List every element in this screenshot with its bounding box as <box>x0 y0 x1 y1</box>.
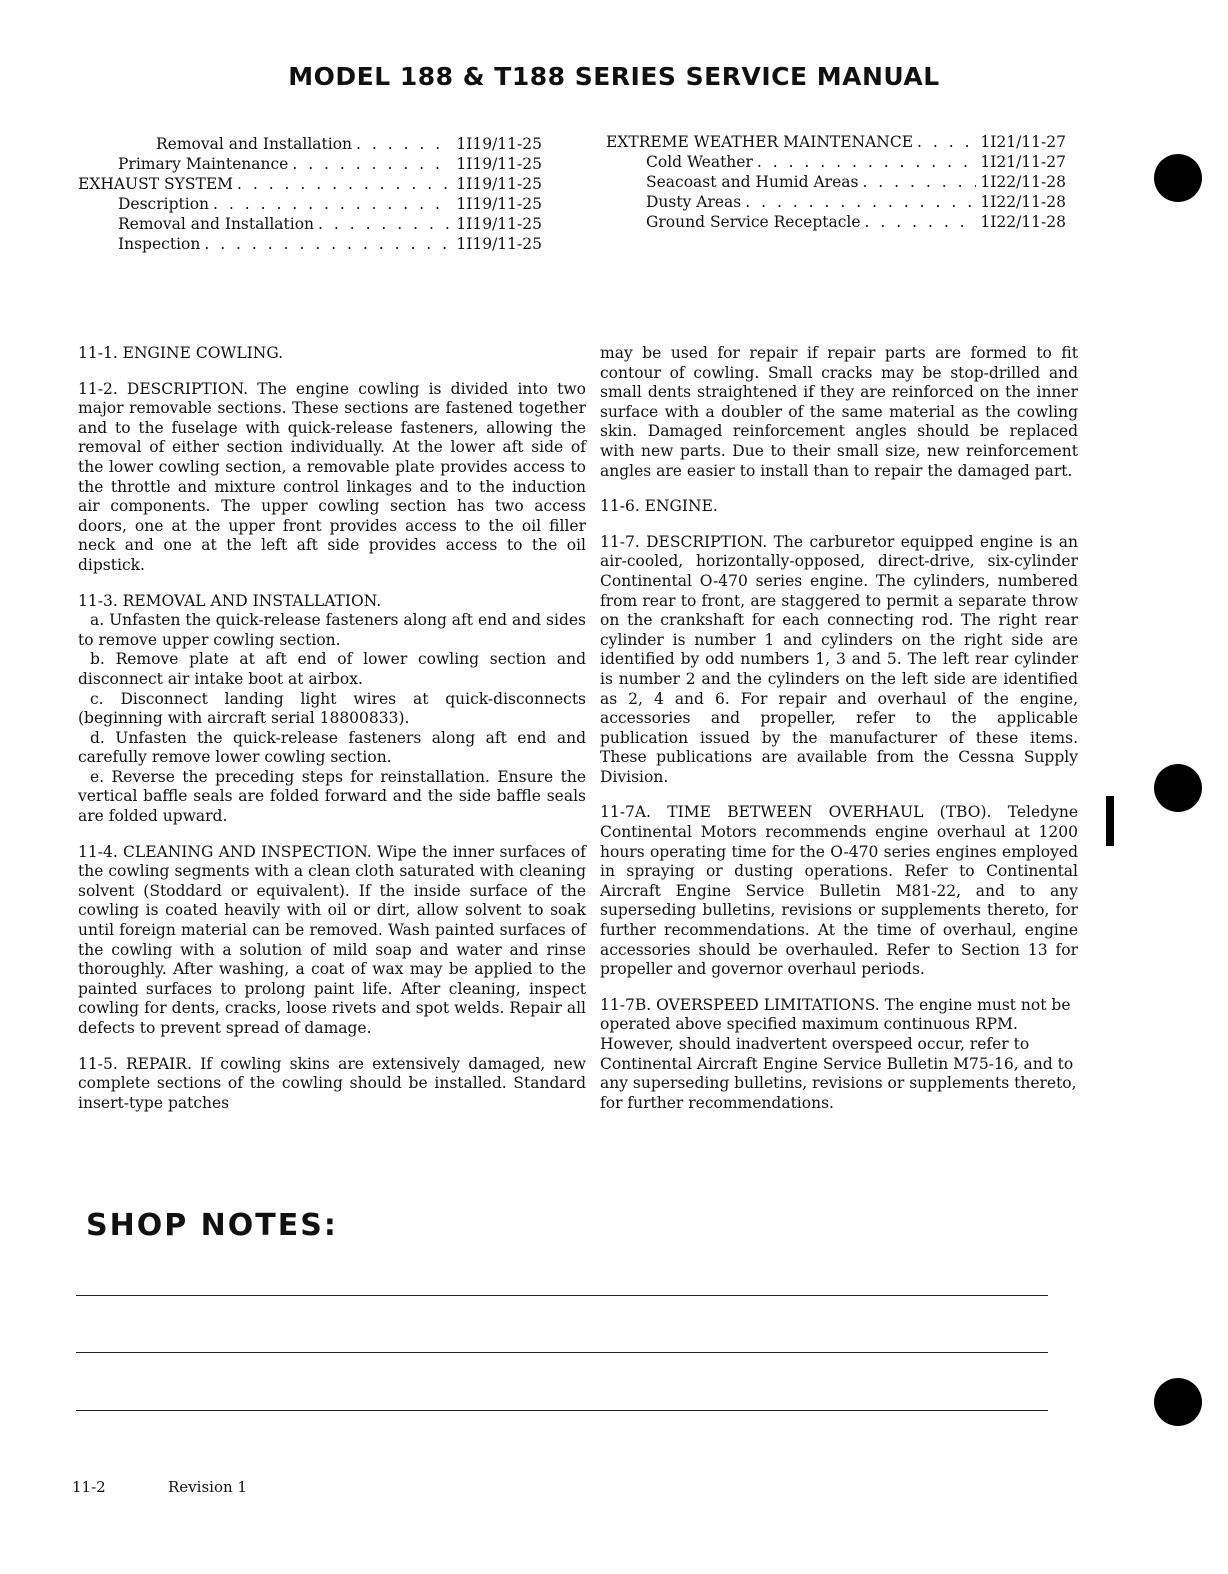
toc-entry: Dusty Areas . . . 1I22/11-28 <box>606 192 1066 212</box>
page-number: 11-2 <box>72 1478 106 1496</box>
section-tbo: 11-7A. TIME BETWEEN OVERHAUL (TBO). Teledyne Continental Motors recommends engine overhaul at 1200 hours operating time for the O-470 series engines employed in spraying or dusting operations. Refer to Continental Aircraft Engine Service Bulletin M81-22, and to any superseding bulletins, revisions or supplements thereto, for further recommendations. At the time of overhaul, engine accessories should be overhauled. Refer to Section 13 for propeller and governor overhaul periods. <box>600 803 1078 979</box>
step-item: c. Disconnect landing light wires at quick-disconnects (beginning with aircraft serial 18800833). <box>78 689 586 728</box>
toc-entry: Primary Maintenance . . . 1I19/11-25 <box>78 154 542 174</box>
shop-notes-heading: SHOP NOTES: <box>86 1208 338 1243</box>
revision-label: Revision 1 <box>168 1478 247 1496</box>
section-description: 11-2. DESCRIPTION. The engine cowling is divided into two major removable sections. These sections are fastened together and to the fuselage with quick-release fasteners, allowing the removal of either section individually. At the lower aft side of the lower cowling section, a removable plate provides access to the throttle and mixture control linkages and to the induction air components. The upper cowling section has two access doors, one at the upper front provides access to the oil filler neck and one at the left aft side provides access to the oil dipstick. <box>78 379 586 574</box>
toc-entry: Cold Weather . . . 1I21/11-27 <box>606 152 1066 172</box>
toc-entry: Seacoast and Humid Areas . . . 1I22/11-28 <box>606 172 1066 192</box>
toc-entry: EXHAUST SYSTEM . . . 1I19/11-25 <box>78 174 542 194</box>
section-heading: 11-1. ENGINE COWLING. <box>78 344 284 362</box>
notes-line <box>76 1410 1048 1411</box>
binder-hole-icon <box>1154 1378 1202 1426</box>
section-repair-continued: may be used for repair if repair parts are formed to fit contour of cowling. Small cracks may be stop-drilled and small dents straightened if they are reinforced on the inner surface with a doubler of the same material as the cowling skin. Damaged reinforcement angles should be replaced with new parts. Due to their small size, new reinforcement angles are easier to install than to repair the damaged part. <box>600 344 1078 480</box>
change-bar <box>1106 796 1114 846</box>
notes-line <box>76 1352 1048 1353</box>
section-cleaning: 11-4. CLEANING AND INSPECTION. Wipe the inner surfaces of the cowling segments with a clean cloth saturated with cleaning solvent (Stoddard or equivalent). If the inside surface of the cowling is coated heavily with oil or dirt, allow solvent to soak until foreign material can be removed. Wash painted surfaces of the cowling with a solution of mild soap and water and rinse thoroughly. After washing, a coat of wax may be applied to the painted surfaces to prolong paint life. After cleaning, inspect cowling for dents, cracks, loose rivets and spot welds. Repair all defects to prevent spread of damage. <box>78 842 586 1037</box>
toc-entry: Ground Service Receptacle . . . 1I22/11-28 <box>606 212 1066 232</box>
step-item: a. Unfasten the quick-release fasteners along aft end and sides to remove upper cowling section. <box>78 611 586 649</box>
section-repair: 11-5. REPAIR. If cowling skins are extensively damaged, new complete sections of the cowling should be installed. Standard insert-type patches <box>78 1054 586 1112</box>
binder-hole-icon <box>1154 154 1202 202</box>
toc-entry: Removal and Installation . . . 1I19/11-25 <box>78 134 542 154</box>
step-item: e. Reverse the preceding steps for reinstallation. Ensure the vertical baffle seals are folded forward and the side baffle seals are folded upward. <box>78 767 586 826</box>
removal-steps <box>78 611 586 827</box>
section-heading: 11-3. REMOVAL AND INSTALLATION. <box>78 591 382 610</box>
step-item: b. Remove plate at aft end of lower cowling section and disconnect air intake boot at airbox. <box>78 650 586 688</box>
left-column <box>78 344 586 1129</box>
toc-entry: Inspection . . . 1I19/11-25 <box>78 234 542 254</box>
toc-entry: Removal and Installation . . . 1I19/11-25 <box>78 214 542 234</box>
binder-hole-icon <box>1154 764 1202 812</box>
toc-entry: Description . . . 1I19/11-25 <box>78 194 542 214</box>
step-item: d. Unfasten the quick-release fasteners along aft end and carefully remove lower cowling section. <box>78 728 586 767</box>
right-column <box>600 344 1078 1129</box>
section-overspeed: 11-7B. OVERSPEED LIMITATIONS. The engine must not be operated above specified maximum continuous RPM. However, should inadvertent overspeed occur, refer to Continental Aircraft Engine Service Bulletin M75-16, and to any superseding bulletins, revisions or supplements thereto, for further recommendations. <box>600 995 1077 1112</box>
section-heading: 11-6. ENGINE. <box>600 497 718 516</box>
toc-right <box>606 132 1066 232</box>
page-title: MODEL 188 & T188 SERIES SERVICE MANUAL <box>288 62 940 91</box>
notes-line <box>76 1295 1048 1296</box>
toc-entry: EXTREME WEATHER MAINTENANCE . . . 1I21/11-27 <box>606 132 1066 152</box>
section-engine-description: 11-7. DESCRIPTION. The carburetor equipped engine is an air-cooled, horizontally-opposed, direct-drive, six-cylinder Continental O-470 series engine. The cylinders, numbered from rear to front, are staggered to permit a separate throw on the crankshaft for each connecting rod. The right rear cylinder is number 1 and cylinders on the right side are identified by odd numbers 1, 3 and 5. The left rear cylinder is number 2 and the cylinders on the left side are identified as 2, 4 and 6. For repair and overhaul of the engine, accessories and propeller, refer to the applicable publication issued by the manufacturer of these items. These publications are available from the Cessna Supply Division. <box>600 532 1078 786</box>
toc-left <box>78 134 542 254</box>
